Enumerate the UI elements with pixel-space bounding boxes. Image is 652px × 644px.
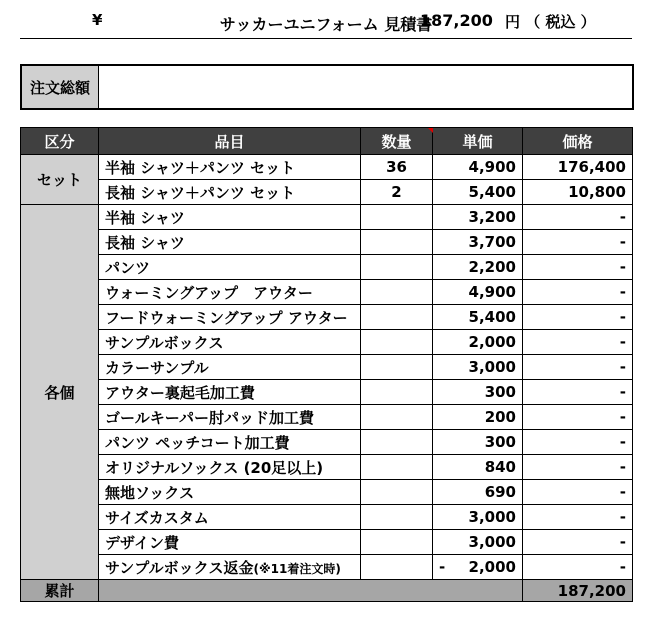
item-unit-price[interactable]: 4,900	[433, 155, 523, 180]
item-unit-price[interactable]: 5,400	[433, 180, 523, 205]
table-row	[21, 430, 633, 455]
item-price[interactable]: -	[523, 230, 633, 255]
header-unit-price: 単価	[433, 128, 523, 155]
item-unit-price[interactable]: 3,000	[433, 505, 523, 530]
item-unit-price[interactable]: 690	[433, 480, 523, 505]
order-total-label: 注文総額	[22, 66, 99, 108]
sum-spacer	[99, 580, 523, 602]
item-quantity[interactable]	[361, 505, 433, 530]
item-quantity[interactable]	[361, 255, 433, 280]
refund-unit-price: 2,000	[468, 558, 516, 576]
item-name[interactable]: 長袖 シャツ＋パンツ セット	[99, 180, 361, 205]
refund-note: (※11着注文時)	[253, 561, 341, 576]
table-row	[21, 530, 633, 555]
group-set: セット	[21, 155, 99, 205]
comment-indicator-icon	[428, 128, 433, 133]
refund-name: サンプルボックス返金	[105, 558, 254, 577]
title-underline	[20, 38, 632, 39]
item-name[interactable]: 半袖 シャツ	[99, 205, 361, 230]
table-row	[21, 480, 633, 505]
header-item: 品目	[99, 128, 361, 155]
item-quantity[interactable]	[361, 480, 433, 505]
item-unit-price[interactable]: 300	[433, 380, 523, 405]
item-unit-price[interactable]: 2,200	[433, 255, 523, 280]
table-row	[21, 305, 633, 330]
document-title: サッカーユニフォーム 見積書	[219, 15, 433, 34]
item-name[interactable]: アウター裏起毛加工費	[99, 380, 361, 405]
item-unit-price[interactable]: 3,000	[433, 530, 523, 555]
item-quantity[interactable]	[361, 430, 433, 455]
table-row	[21, 280, 633, 305]
item-name[interactable]: カラーサンプル	[99, 355, 361, 380]
item-price[interactable]: -	[523, 205, 633, 230]
table-row	[21, 255, 633, 280]
item-price[interactable]: 10,800	[523, 180, 633, 205]
item-name[interactable]: 無地ソックス	[99, 480, 361, 505]
item-quantity[interactable]	[361, 330, 433, 355]
item-name[interactable]: フードウォーミングアップ アウター	[99, 305, 361, 330]
order-total-unit: 円 （ 税込 ）	[505, 13, 596, 31]
item-price[interactable]: -	[523, 505, 633, 530]
item-quantity[interactable]	[361, 455, 433, 480]
item-price[interactable]: -	[523, 555, 633, 580]
item-price[interactable]: -	[523, 280, 633, 305]
item-price[interactable]: -	[523, 305, 633, 330]
table-row	[21, 155, 633, 180]
item-quantity[interactable]	[361, 305, 433, 330]
item-price[interactable]: -	[523, 255, 633, 280]
table-row	[21, 205, 633, 230]
sum-label: 累計	[21, 580, 99, 602]
order-total-box	[20, 64, 634, 110]
item-quantity[interactable]	[361, 280, 433, 305]
item-name[interactable]: サンプルボックス	[99, 330, 361, 355]
table-header-row	[21, 128, 633, 155]
table-row	[21, 380, 633, 405]
item-quantity[interactable]	[361, 555, 433, 580]
item-price[interactable]: -	[523, 330, 633, 355]
item-quantity[interactable]: 36	[361, 155, 433, 180]
header-category: 区分	[21, 128, 99, 155]
table-row	[21, 330, 633, 355]
item-unit-price[interactable]: 5,400	[433, 305, 523, 330]
item-unit-price[interactable]: 3,000	[433, 355, 523, 380]
table-row	[21, 505, 633, 530]
table-row	[21, 405, 633, 430]
item-unit-price[interactable]	[433, 555, 523, 580]
item-price[interactable]: -	[523, 405, 633, 430]
item-unit-price[interactable]: 4,900	[433, 280, 523, 305]
order-total-amount: 187,200	[420, 11, 493, 30]
table-row	[21, 180, 633, 205]
item-unit-price[interactable]: 840	[433, 455, 523, 480]
item-quantity[interactable]	[361, 205, 433, 230]
estimate-table	[20, 127, 633, 602]
item-price[interactable]: -	[523, 430, 633, 455]
item-unit-price[interactable]: 200	[433, 405, 523, 430]
sum-row	[21, 580, 633, 602]
item-price[interactable]: -	[523, 480, 633, 505]
item-unit-price[interactable]: 2,000	[433, 330, 523, 355]
item-unit-price[interactable]: 3,200	[433, 205, 523, 230]
item-quantity[interactable]	[361, 530, 433, 555]
item-name[interactable]: サイズカスタム	[99, 505, 361, 530]
item-price[interactable]: -	[523, 530, 633, 555]
item-name[interactable]: パンツ	[99, 255, 361, 280]
table-row	[21, 555, 633, 580]
group-each: 各個	[21, 205, 99, 580]
item-quantity[interactable]	[361, 355, 433, 380]
table-row	[21, 455, 633, 480]
item-price[interactable]: 176,400	[523, 155, 633, 180]
item-price[interactable]: -	[523, 355, 633, 380]
item-name[interactable]: オリジナルソックス (20足以上)	[99, 455, 361, 480]
item-quantity[interactable]	[361, 380, 433, 405]
item-unit-price[interactable]: 3,700	[433, 230, 523, 255]
minus-sign: -	[439, 558, 446, 576]
item-name[interactable]: ゴールキーパー肘パッド加工費	[99, 405, 361, 430]
item-name[interactable]	[99, 555, 361, 580]
item-unit-price[interactable]: 300	[433, 430, 523, 455]
item-price[interactable]: -	[523, 455, 633, 480]
item-quantity[interactable]	[361, 405, 433, 430]
item-name[interactable]: 長袖 シャツ	[99, 230, 361, 255]
item-name[interactable]: 半袖 シャツ＋パンツ セット	[99, 155, 361, 180]
sum-value: 187,200	[523, 580, 633, 602]
table-row	[21, 230, 633, 255]
item-name[interactable]: パンツ ペッチコート加工費	[99, 430, 361, 455]
header-price: 価格	[523, 128, 633, 155]
table-row	[21, 355, 633, 380]
item-price[interactable]: -	[523, 380, 633, 405]
item-name[interactable]: デザイン費	[99, 530, 361, 555]
header-quantity: 数量	[361, 128, 433, 155]
item-quantity[interactable]	[361, 230, 433, 255]
item-name[interactable]: ウォーミングアップ アウター	[99, 280, 361, 305]
item-quantity[interactable]: 2	[361, 180, 433, 205]
yen-symbol: ¥	[92, 11, 103, 29]
